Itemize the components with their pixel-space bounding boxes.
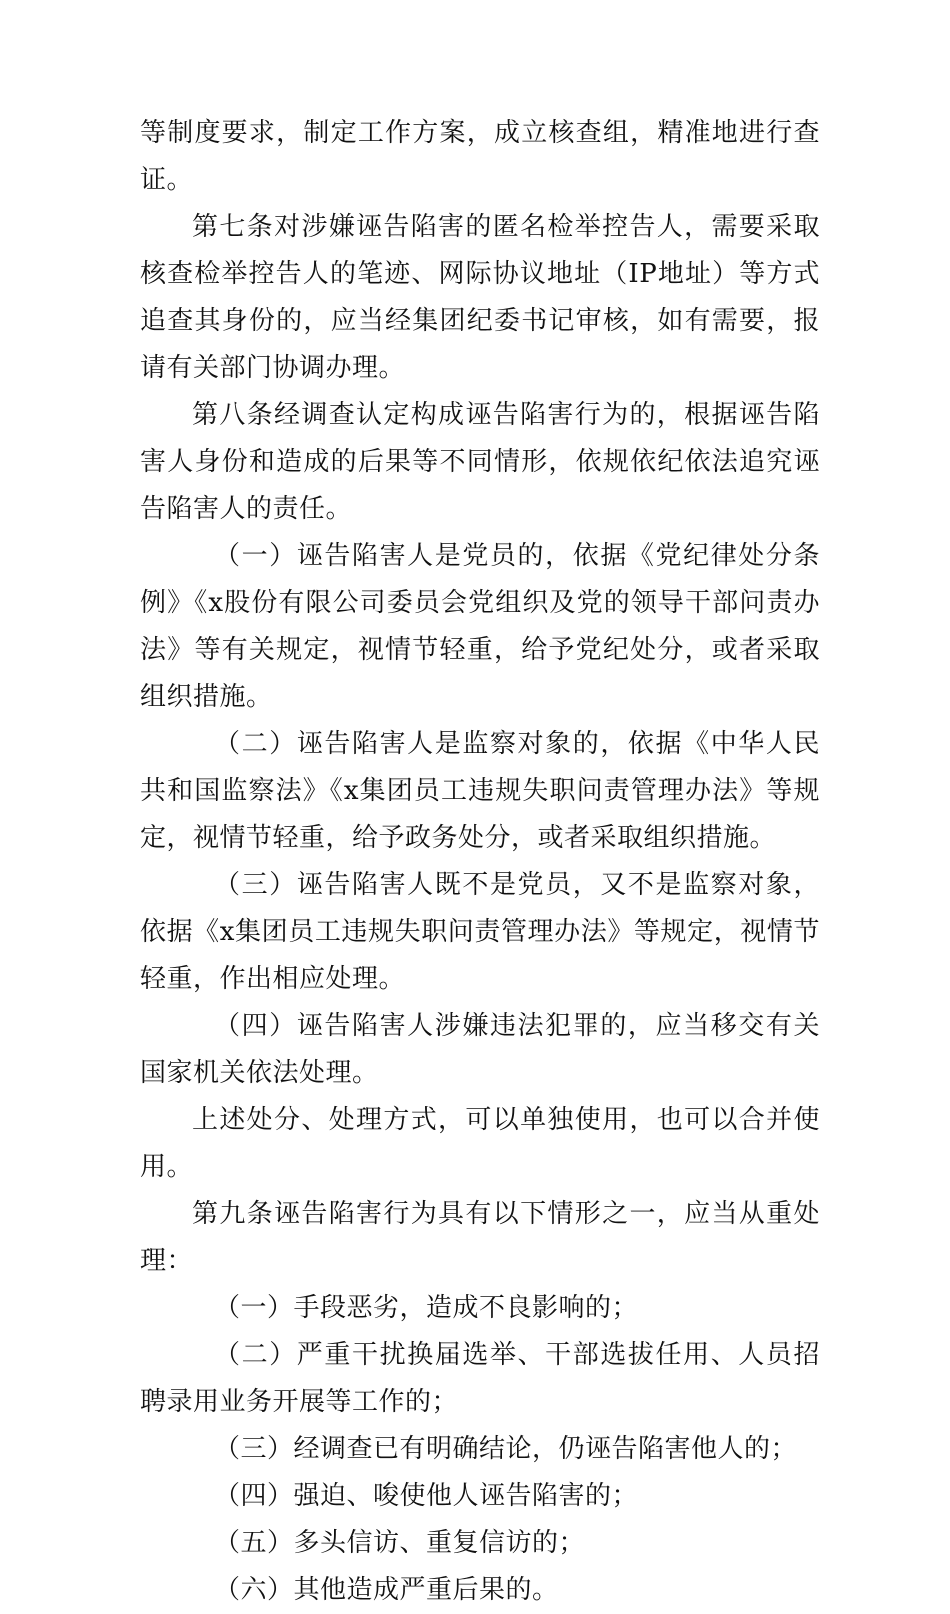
paragraph-article-9: 第九条诬告陷害行为具有以下情形之一，应当从重处理： (140, 1199, 820, 1276)
paragraph-article-8-item-4: （四）诬告陷害人涉嫌违法犯罪的，应当移交有关国家机关依法处理。 (140, 1011, 820, 1088)
paragraph-continuation: 等制度要求，制定工作方案，成立核查组，精准地进行查证。 (140, 118, 820, 195)
paragraph-article-8: 第八条经调查认定构成诬告陷害行为的，根据诬告陷害人身份和造成的后果等不同情形，依规依纪依法追究诬告陷害人的责任。 (140, 400, 820, 524)
paragraph-article-8-item-2: （二）诬告陷害人是监察对象的，依据《中华人民共和国监察法》《x集团员工违规失职问责管理办法》等规定，视情节轻重，给予政务处分，或者采取组织措施。 (140, 729, 820, 853)
paragraph-article-9-item-5: （五）多头信访、重复信访的； (214, 1528, 586, 1558)
paragraph-combined-use: 上述处分、处理方式，可以单独使用，也可以合并使用。 (140, 1105, 820, 1182)
paragraph-article-8-item-1: （一）诬告陷害人是党员的，依据《党纪律处分条例》《x股份有限公司委员会党组织及党的领导干部问责办法》等有关规定，视情节轻重，给予党纪处分，或者采取组织措施。 (140, 541, 820, 712)
paragraph-article-8-item-3: （三）诬告陷害人既不是党员，又不是监察对象，依据《x集团员工违规失职问责管理办法》等规定，视情节轻重，作出相应处理。 (140, 870, 820, 994)
paragraph-article-9-item-4: （四）强迫、唆使他人诬告陷害的； (214, 1481, 639, 1511)
paragraph-article-9-item-1: （一）手段恶劣，造成不良影响的； (214, 1293, 639, 1323)
paragraph-article-7: 第七条对涉嫌诬告陷害的匿名检举控告人，需要采取核查检举控告人的笔迹、网际协议地址（IP地址）等方式追查其身份的，应当经集团纪委书记审核，如有需要，报请有关部门协调办理。 (140, 212, 820, 383)
paragraph-article-9-item-6: （六）其他造成严重后果的。 (214, 1575, 559, 1605)
paragraph-article-9-item-3: （三）经调查已有明确结论，仍诬告陷害他人的； (214, 1434, 798, 1464)
document-body (140, 110, 820, 1614)
paragraph-article-9-item-2: （二）严重干扰换届选举、干部选拔任用、人员招聘录用业务开展等工作的； (140, 1340, 820, 1417)
